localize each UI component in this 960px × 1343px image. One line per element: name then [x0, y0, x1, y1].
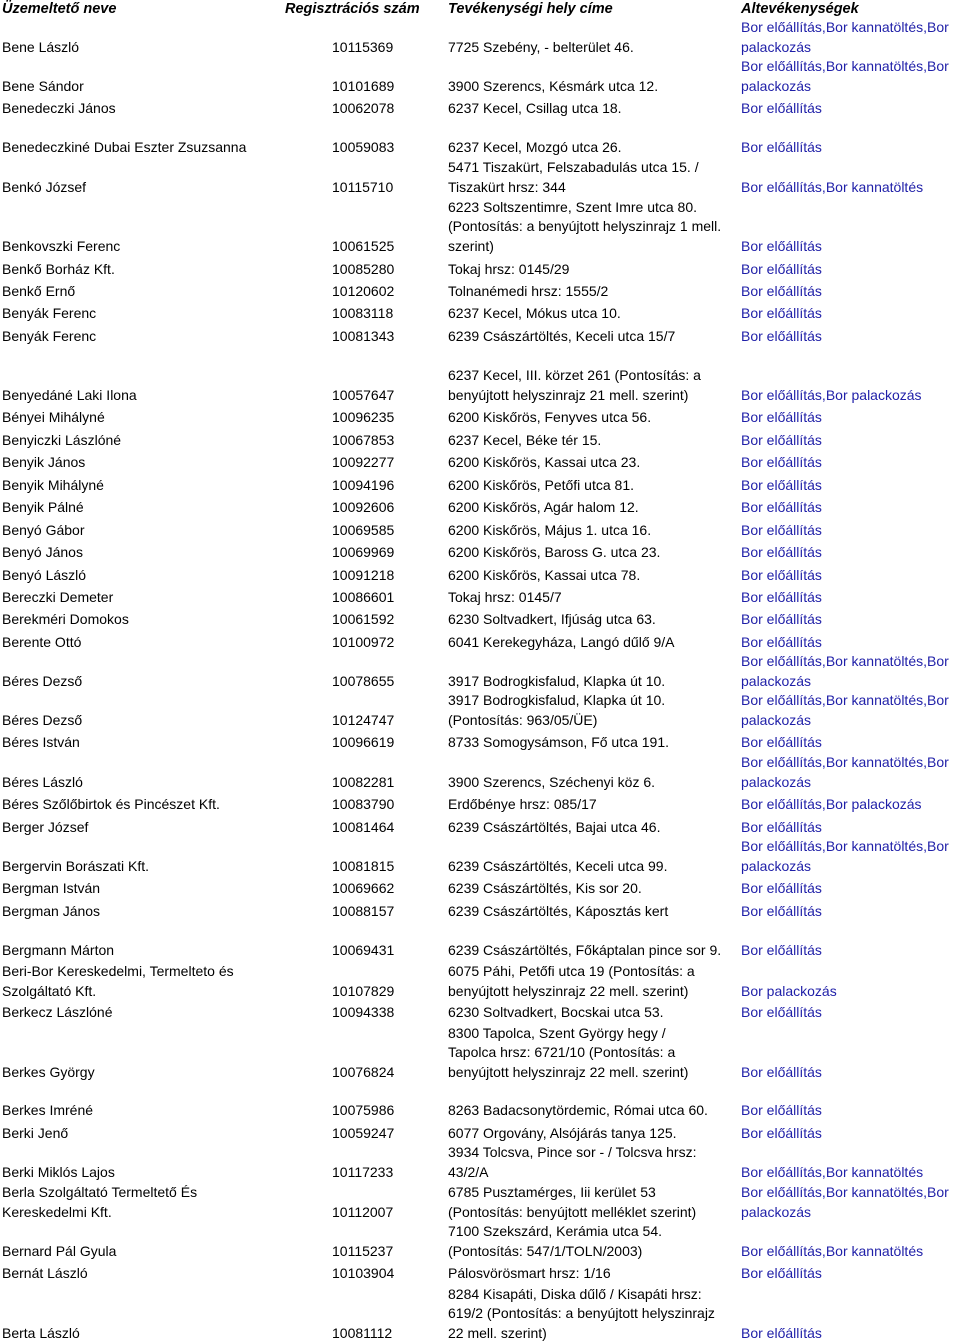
header-activity-address: Tevékenységi hely címe	[448, 1, 613, 17]
subactivities: Bor előállítás,Bor kannatöltés,Bor palackozás	[741, 838, 949, 874]
subactivities: Bor előállítás	[741, 327, 822, 344]
operator-name: Benkó József	[2, 178, 87, 195]
activity-address: Erdőbénye hrsz: 085/17	[448, 795, 597, 812]
operator-name: Berente Ottó	[2, 633, 82, 650]
operator-name: Berkes György	[2, 1063, 95, 1080]
header-registration-number: Regisztrációs szám	[285, 1, 420, 17]
registration-number: 10094338	[332, 1003, 395, 1020]
registration-number: 10096235	[332, 408, 395, 425]
registration-number: 10059083	[332, 138, 395, 155]
registration-number: 10083118	[332, 304, 394, 321]
operator-name: Berger József	[2, 818, 89, 835]
subactivities: Bor előállítás,Bor kannatöltés	[741, 1163, 924, 1180]
subactivities: Bor előállítás	[741, 1324, 822, 1341]
operator-name: Benyik Pálné	[2, 498, 84, 515]
operator-name: Berkecz Lászlóné	[2, 1003, 113, 1020]
registration-number: 10069969	[332, 543, 395, 560]
subactivities: Bor előállítás	[741, 1264, 822, 1281]
operator-name: Béres Szőlőbirtok és Pincészet Kft.	[2, 795, 220, 812]
activity-address: 6230 Soltvadkert, Ifjúság utca 63.	[448, 610, 656, 627]
registration-number: 10088157	[332, 902, 395, 919]
subactivities: Bor előállítás	[741, 733, 822, 750]
activity-address: 6200 Kiskőrös, Fenyves utca 56.	[448, 408, 652, 425]
subactivities: Bor előállítás	[741, 304, 822, 321]
registration-number: 10115237	[332, 1242, 394, 1259]
registration-number: 10094196	[332, 476, 395, 493]
operator-name: Béres Dezső	[2, 711, 83, 728]
activity-address: 6239 Császártöltés, Keceli utca 15/7	[448, 327, 676, 344]
subactivities: Bor előállítás	[741, 543, 822, 560]
operator-name: Bergman János	[2, 902, 101, 919]
subactivities: Bor előállítás	[741, 237, 822, 254]
subactivities: Bor előállítás	[741, 431, 822, 448]
registration-number: 10059247	[332, 1124, 395, 1141]
activity-address: 6200 Kiskőrös, Baross G. utca 23.	[448, 543, 661, 560]
activity-address: 6223 Soltszentimre, Szent Imre utca 80. (Pontosítás: a benyújtott helyszinrajz 1 mell. szerint)	[448, 198, 722, 254]
activity-address: 6239 Császártöltés, Kis sor 20.	[448, 879, 642, 896]
operator-name: Bernard Pál Gyula	[2, 1242, 117, 1259]
operator-name: Berta László	[2, 1324, 80, 1341]
operator-name: Benyó János	[2, 543, 83, 560]
subactivities: Bor előállítás	[741, 610, 822, 627]
registration-number: 10115369	[332, 38, 394, 55]
registration-number: 10096619	[332, 733, 395, 750]
subactivities: Bor előállítás	[741, 260, 822, 277]
activity-address: 6237 Kecel, Csillag utca 18.	[448, 99, 622, 116]
operator-name: Beri-Bor Kereskedelmi, Termelteto és Szolgáltató Kft.	[2, 963, 234, 999]
registration-number: 10075986	[332, 1101, 395, 1118]
operator-name: Bereczki Demeter	[2, 588, 114, 605]
subactivities: Bor előállítás	[741, 1003, 822, 1020]
subactivities: Bor előállítás,Bor kannatöltés,Bor palackozás	[741, 692, 949, 728]
operator-name: Béres László	[2, 773, 83, 790]
activity-address: 3900 Szerencs, Késmárk utca 12.	[448, 77, 659, 94]
registration-number: 10057647	[332, 386, 395, 403]
subactivities: Bor előállítás,Bor kannatöltés	[741, 178, 924, 195]
activity-address: Tokaj hrsz: 0145/7	[448, 588, 562, 605]
subactivities: Bor előállítás	[741, 282, 822, 299]
operator-name: Béres István	[2, 733, 80, 750]
operator-name: Bene László	[2, 38, 80, 55]
registration-number: 10062078	[332, 99, 395, 116]
subactivities: Bor előállítás,Bor kannatöltés,Bor palackozás	[741, 19, 949, 55]
operator-name: Béres Dezső	[2, 672, 83, 689]
activity-address: 6239 Császártöltés, Bajai utca 46.	[448, 818, 661, 835]
registration-number: 10124747	[332, 711, 395, 728]
activity-address: 6200 Kiskőrös, Kassai utca 23.	[448, 453, 641, 470]
activity-address: Tolnanémedi hrsz: 1555/2	[448, 282, 609, 299]
subactivities: Bor előállítás	[741, 476, 822, 493]
subactivities: Bor előállítás	[741, 99, 822, 116]
registration-number: 10067853	[332, 431, 395, 448]
registration-number: 10069431	[332, 941, 395, 958]
activity-address: 6200 Kiskőrös, Agár halom 12.	[448, 498, 639, 515]
subactivities: Bor előállítás	[741, 818, 822, 835]
subactivities: Bor előállítás	[741, 879, 822, 896]
operator-name: Benkovszki Ferenc	[2, 237, 121, 254]
operator-name: Benyó László	[2, 566, 87, 583]
subactivities: Bor előállítás	[741, 1101, 822, 1118]
registration-number: 10117233	[332, 1163, 394, 1180]
subactivities: Bor előállítás	[741, 498, 822, 515]
subactivities: Bor előállítás	[741, 453, 822, 470]
operator-name: Berla Szolgáltató Termeltető És Kereskedelmi Kft.	[2, 1184, 198, 1220]
subactivities: Bor előállítás	[741, 521, 822, 538]
subactivities: Bor előállítás,Bor palackozás	[741, 386, 922, 403]
activity-address: 6237 Kecel, Mozgó utca 26.	[448, 138, 622, 155]
activity-address: 8300 Tapolca, Szent György hegy / Tapolca hrsz: 6721/10 (Pontosítás: a benyújtott helyszinrajz 22 mell. szerint)	[448, 1024, 689, 1080]
operator-name: Bergman István	[2, 879, 101, 896]
subactivities: Bor előállítás	[741, 1063, 822, 1080]
operator-name: Benkő Ernő	[2, 282, 76, 299]
registration-number: 10085280	[332, 260, 395, 277]
subactivities: Bor előállítás,Bor kannatöltés	[741, 1242, 924, 1259]
registration-number: 10078655	[332, 672, 395, 689]
operator-name: Benyiczki Lászlóné	[2, 431, 122, 448]
subactivities: Bor előállítás	[741, 566, 822, 583]
activity-address: 6077 Orgovány, Alsójárás tanya 125.	[448, 1124, 677, 1141]
registration-number: 10076824	[332, 1063, 395, 1080]
operator-name: Benyó Gábor	[2, 521, 85, 538]
subactivities: Bor előállítás,Bor kannatöltés,Bor palackozás	[741, 1184, 949, 1220]
registration-number: 10100972	[332, 633, 395, 650]
subactivities: Bor előállítás	[741, 138, 822, 155]
registration-number: 10069662	[332, 879, 395, 896]
activity-address: 7100 Szekszárd, Kerámia utca 54. (Pontosítás: 547/1/TOLN/2003)	[448, 1223, 663, 1259]
registration-number: 10081464	[332, 818, 395, 835]
operator-name: Bene Sándor	[2, 77, 84, 94]
activity-address: 5471 Tiszakürt, Felszabadulás utca 15. / Tiszakürt hrsz: 344	[448, 159, 699, 195]
subactivities: Bor palackozás	[741, 982, 837, 999]
registration-number: 10112007	[332, 1203, 394, 1220]
subactivities: Bor előállítás,Bor kannatöltés,Bor palackozás	[741, 653, 949, 689]
registration-number: 10103904	[332, 1264, 395, 1281]
activity-address: 6239 Császártöltés, Keceli utca 99.	[448, 857, 668, 874]
operator-name: Berki Jenő	[2, 1124, 69, 1141]
activity-address: 6200 Kiskőrös, Május 1. utca 16.	[448, 521, 652, 538]
registration-number: 10092277	[332, 453, 395, 470]
subactivities: Bor előállítás,Bor kannatöltés,Bor palackozás	[741, 754, 949, 790]
registration-number: 10115710	[332, 178, 394, 195]
header-subactivities: Altevékenységek	[741, 1, 859, 17]
activity-address: 6075 Páhi, Petőfi utca 19 (Pontosítás: a benyújtott helyszinrajz 22 mell. szerint)	[448, 963, 695, 999]
operator-name: Benyik Mihályné	[2, 476, 104, 493]
registration-number: 10081343	[332, 327, 395, 344]
operator-name: Bényei Mihályné	[2, 408, 105, 425]
activity-address: 8284 Kisapáti, Diska dűlő / Kisapáti hrsz: 619/2 (Pontosítás: a benyújtott helyszinrajz 22 mell. szerint)	[448, 1285, 715, 1341]
subactivities: Bor előállítás	[741, 588, 822, 605]
activity-address: 6230 Soltvadkert, Bocskai utca 53.	[448, 1003, 664, 1020]
registration-number: 10083790	[332, 795, 395, 812]
activity-address: 6239 Császártöltés, Káposztás kert	[448, 902, 669, 919]
subactivities: Bor előállítás	[741, 408, 822, 425]
operator-name: Benedeczki János	[2, 99, 116, 116]
registration-number: 10086601	[332, 588, 395, 605]
activity-address: Pálosvörösmart hrsz: 1/16	[448, 1264, 611, 1281]
operator-name: Benyák Ferenc	[2, 304, 97, 321]
activity-address: 6200 Kiskőrös, Petőfi utca 81.	[448, 476, 634, 493]
activity-address: 3934 Tolcsva, Pince sor - / Tolcsva hrsz: 43/2/A	[448, 1144, 697, 1180]
registration-number: 10107829	[332, 982, 395, 999]
registration-number: 10061592	[332, 610, 395, 627]
activity-address: 6237 Kecel, III. körzet 261 (Pontosítás: a benyújtott helyszinrajz 21 mell. szerint)	[448, 367, 701, 403]
activity-address: 6239 Császártöltés, Főkáptalan pince sor 9.	[448, 941, 722, 958]
registration-number: 10081112	[332, 1324, 393, 1341]
subactivities: Bor előállítás	[741, 1124, 822, 1141]
activity-address: 3917 Bodrogkisfalud, Klapka út 10.	[448, 672, 666, 689]
activity-address: 3900 Szerencs, Széchenyi köz 6.	[448, 773, 656, 790]
operator-name: Benyik János	[2, 453, 86, 470]
registration-number: 10061525	[332, 237, 395, 254]
subactivities: Bor előállítás	[741, 902, 822, 919]
activity-address: 6785 Pusztamérges, Iii kerület 53 (Pontosítás: benyújtott melléklet szerint)	[448, 1184, 697, 1220]
activity-address: 3917 Bodrogkisfalud, Klapka út 10. (Pontosítás: 963/05/ÜE)	[448, 692, 666, 728]
operator-name: Benyedáné Laki Ilona	[2, 386, 137, 403]
operator-name: Bergervin Borászati Kft.	[2, 857, 150, 874]
activity-address: 6237 Kecel, Mókus utca 10.	[448, 304, 621, 321]
activity-address: Tokaj hrsz: 0145/29	[448, 260, 570, 277]
activity-address: 6237 Kecel, Béke tér 15.	[448, 431, 602, 448]
activity-address: 7725 Szebény, - belterület 46.	[448, 38, 634, 55]
registration-number: 10069585	[332, 521, 395, 538]
subactivities: Bor előállítás,Bor palackozás	[741, 795, 922, 812]
operator-name: Berekméri Domokos	[2, 610, 129, 627]
operator-name: Bergmann Márton	[2, 941, 115, 958]
activity-address: 6041 Kerekegyháza, Langó dűlő 9/A	[448, 633, 675, 650]
operator-name: Benedeczkiné Dubai Eszter Zsuzsanna	[2, 138, 247, 155]
operator-name: Benkő Borház Kft.	[2, 260, 115, 277]
registration-number: 10082281	[332, 773, 395, 790]
registration-number: 10101689	[332, 77, 395, 94]
subactivities: Bor előállítás	[741, 633, 822, 650]
registration-number: 10091218	[332, 566, 395, 583]
registration-number: 10092606	[332, 498, 395, 515]
registration-number: 10081815	[332, 857, 395, 874]
registration-number: 10120602	[332, 282, 395, 299]
operator-name: Berki Miklós Lajos	[2, 1163, 115, 1180]
activity-address: 8733 Somogysámson, Fő utca 191.	[448, 733, 670, 750]
activity-address: 8263 Badacsonytördemic, Római utca 60.	[448, 1101, 708, 1118]
operator-name: Bernát László	[2, 1264, 88, 1281]
activity-address: 6200 Kiskőrös, Kassai utca 78.	[448, 566, 641, 583]
operator-name: Benyák Ferenc	[2, 327, 97, 344]
operator-name: Berkes Imréné	[2, 1101, 94, 1118]
subactivities: Bor előállítás,Bor kannatöltés,Bor palackozás	[741, 58, 949, 94]
header-operator-name: Üzemeltető neve	[2, 1, 117, 17]
subactivities: Bor előállítás	[741, 941, 822, 958]
